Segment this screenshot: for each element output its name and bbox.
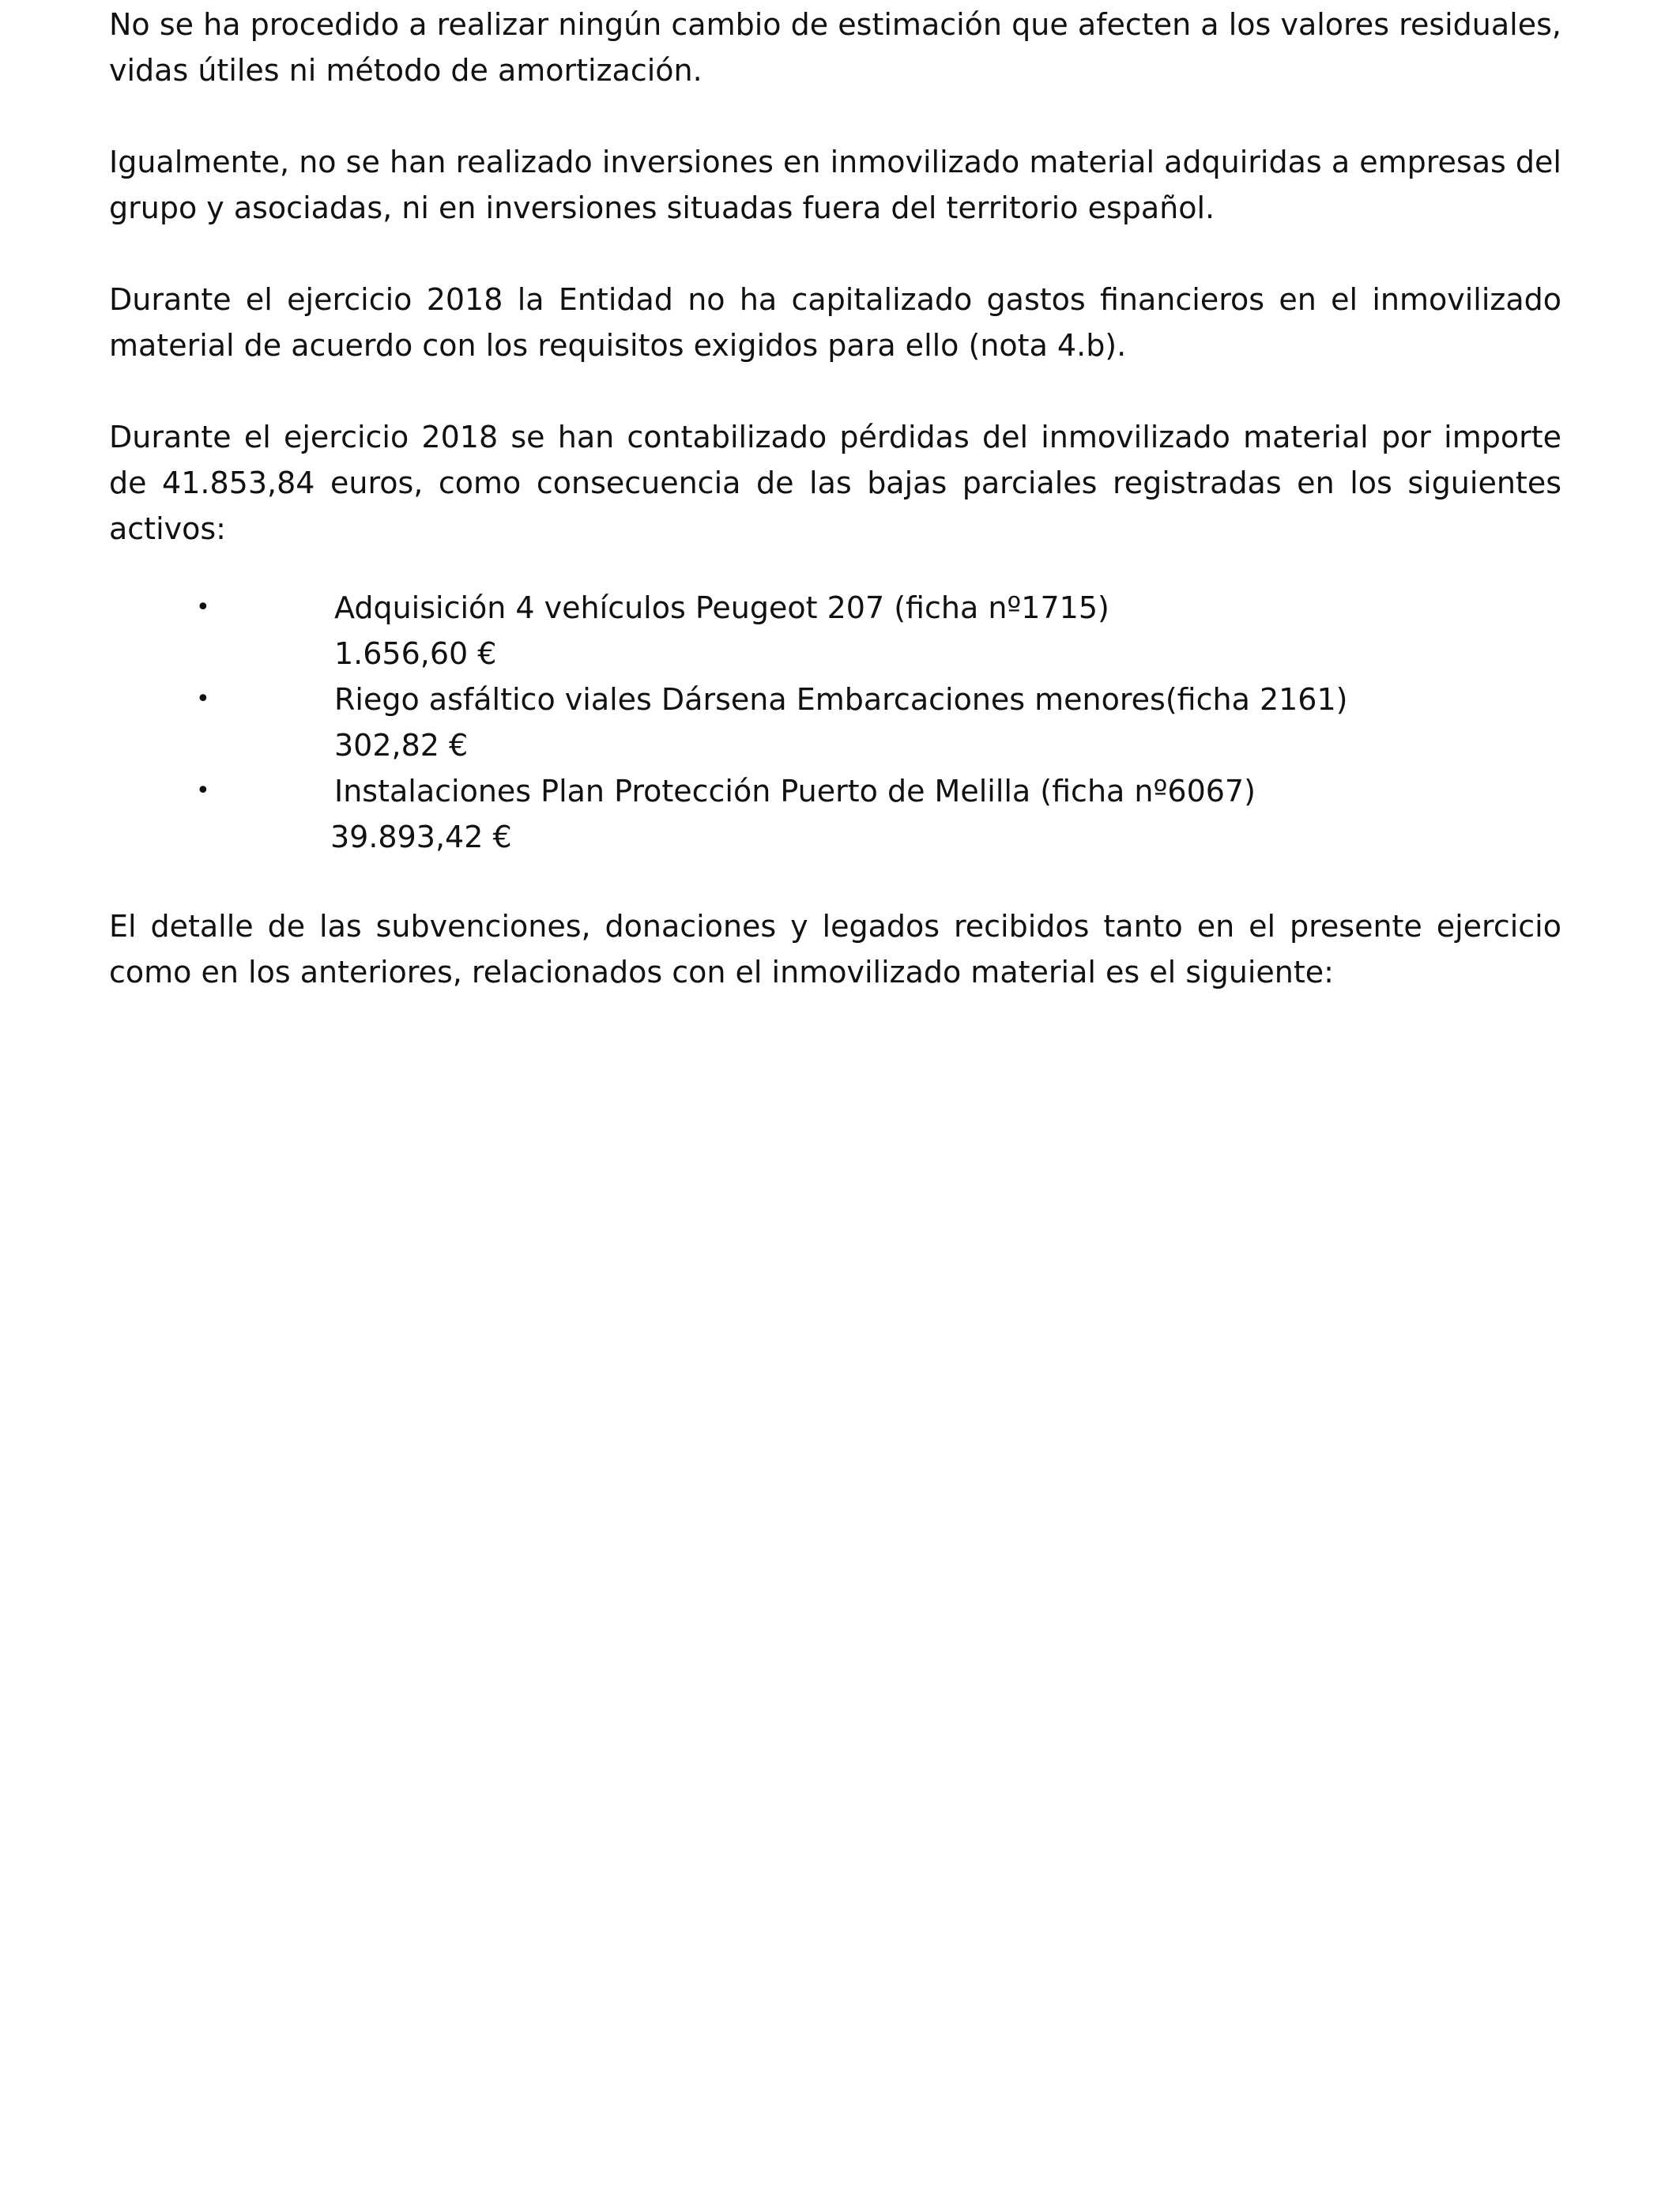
asset-amount: 302,82 € [334,728,469,763]
list-item [0,677,1680,768]
asset-description: Instalaciones Plan Protección Puerto de Melilla (ficha nº6067) [334,774,1256,809]
list-item [0,768,1680,860]
asset-description: Adquisición 4 vehículos Peugeot 207 (ficha nº1715) [334,590,1109,625]
asset-amount: 39.893,42 € [330,820,512,854]
list-item [0,585,1680,677]
bullet-icon: • [196,685,210,713]
paragraph-estimation-changes: No se ha procedido a realizar ningún cambio de estimación que afecten a los valores residuales, vidas útiles ni método de amortización. [109,7,1561,88]
asset-amount: 1.656,60 € [334,636,497,671]
bullet-icon: • [196,777,210,805]
asset-list [0,585,1680,860]
paragraph-subsidies: El detalle de las subvenciones, donaciones y legados recibidos tanto en el presente ejercicio como en los anteriores, relacionados con el inmovilizado material es el siguiente: [109,909,1561,990]
paragraph-losses: Durante el ejercicio 2018 se han contabilizado pérdidas del inmovilizado material por importe de 41.853,84 euros, como consecuencia de las bajas parciales registradas en los siguientes activos: [109,420,1561,546]
asset-description: Riego asfáltico viales Dársena Embarcaciones menores(ficha 2161) [334,682,1348,717]
bullet-icon: • [196,594,210,621]
paragraph-group-investments: Igualmente, no se han realizado inversiones en inmovilizado material adquiridas a empresas del grupo y asociadas, ni en inversiones situadas fuera del territorio español. [109,145,1561,225]
paragraph-capitalized-expenses: Durante el ejercicio 2018 la Entidad no ha capitalizado gastos financieros en el inmovilizado material de acuerdo con los requisitos exigidos para ello (nota 4.b). [109,282,1561,363]
